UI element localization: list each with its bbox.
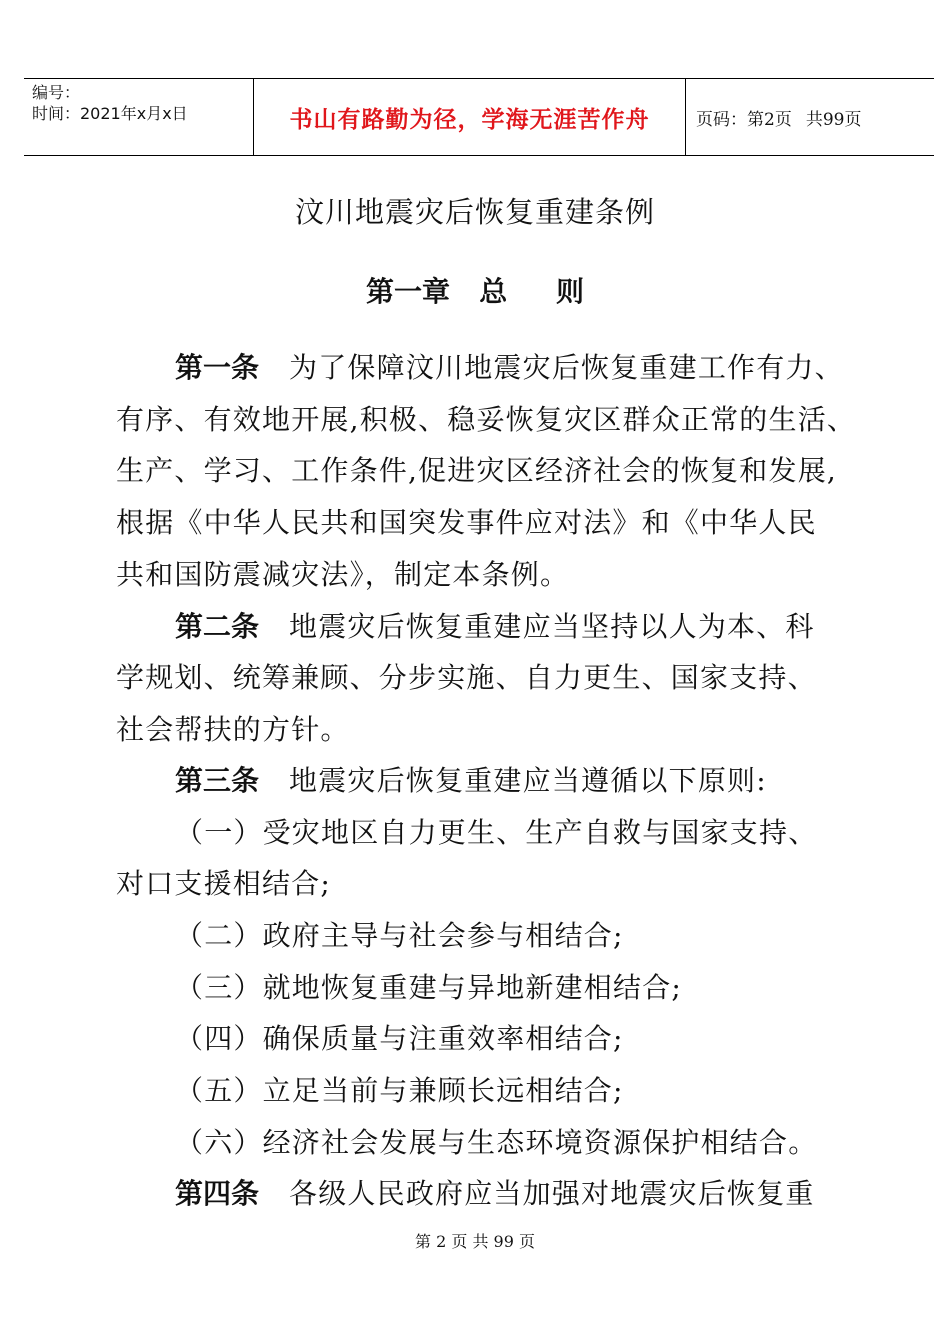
time-label: 时间：2021年x月x日 (32, 104, 188, 123)
motto: 书山有路勤为径，学海无涯苦作舟 (289, 105, 650, 133)
article-1-line-3: 生产、学习、工作条件,促进灾区经济社会的恢复和发展, (116, 454, 838, 487)
principle-4: （四）确保质量与注重效率相结合; (175, 1022, 624, 1055)
article-3-label: 第三条 (175, 764, 260, 797)
principle-3: （三）就地恢复重建与异地新建相结合; (175, 971, 683, 1004)
article-1-line-5: 共和国防震减灾法》，制定本条例。 (116, 558, 570, 591)
page-label: 页码：第2页 (696, 109, 792, 130)
article-4-line-1 (175, 1172, 815, 1212)
chapter-title: 第一章 总 则 (366, 275, 584, 308)
document-title: 汶川地震灾后恢复重建条例 (294, 195, 655, 229)
article-4-label: 第四条 (175, 1177, 260, 1210)
article-1-text-1: 为了保障汶川地震灾后恢复重建工作有力、 (289, 351, 844, 384)
total-pages-label: 共99页 (805, 109, 862, 130)
article-2-label: 第二条 (175, 610, 260, 643)
article-2-line-2: 学规划、统筹兼顾、分步实施、自力更生、国家支持、 (116, 661, 817, 694)
number-label: 编号： (32, 83, 81, 102)
article-4-text-1: 各级人民政府应当加强对地震灾后恢复重 (289, 1177, 815, 1210)
page-footer: 第 2 页 共 99 页 (415, 1232, 535, 1251)
article-1-label: 第一条 (175, 351, 260, 384)
article-3-text-1: 地震灾后恢复重建应当遵循以下原则: (289, 764, 767, 797)
article-1-line-4: 根据《中华人民共和国突发事件应对法》和《中华人民 (116, 506, 817, 539)
principle-6: （六）经济社会发展与生态环境资源保护相结合。 (175, 1126, 818, 1159)
article-1-line-1 (175, 346, 844, 386)
principle-5: （五）立足当前与兼顾长远相结合; (175, 1074, 624, 1107)
article-2-text-1: 地震灾后恢复重建应当坚持以人为本、科 (289, 610, 815, 643)
principle-2: （二）政府主导与社会参与相结合; (175, 919, 624, 952)
article-3-line-1 (175, 759, 767, 799)
article-2-line-1 (175, 605, 815, 645)
article-1-line-2: 有序、有效地开展,积极、稳妥恢复灾区群众正常的生活、 (116, 403, 857, 436)
principle-1-line-2: 对口支援相结合; (116, 867, 332, 900)
principle-1-line-1: （一）受灾地区自力更生、生产自救与国家支持、 (175, 816, 818, 849)
article-2-line-3: 社会帮扶的方针。 (116, 713, 350, 746)
